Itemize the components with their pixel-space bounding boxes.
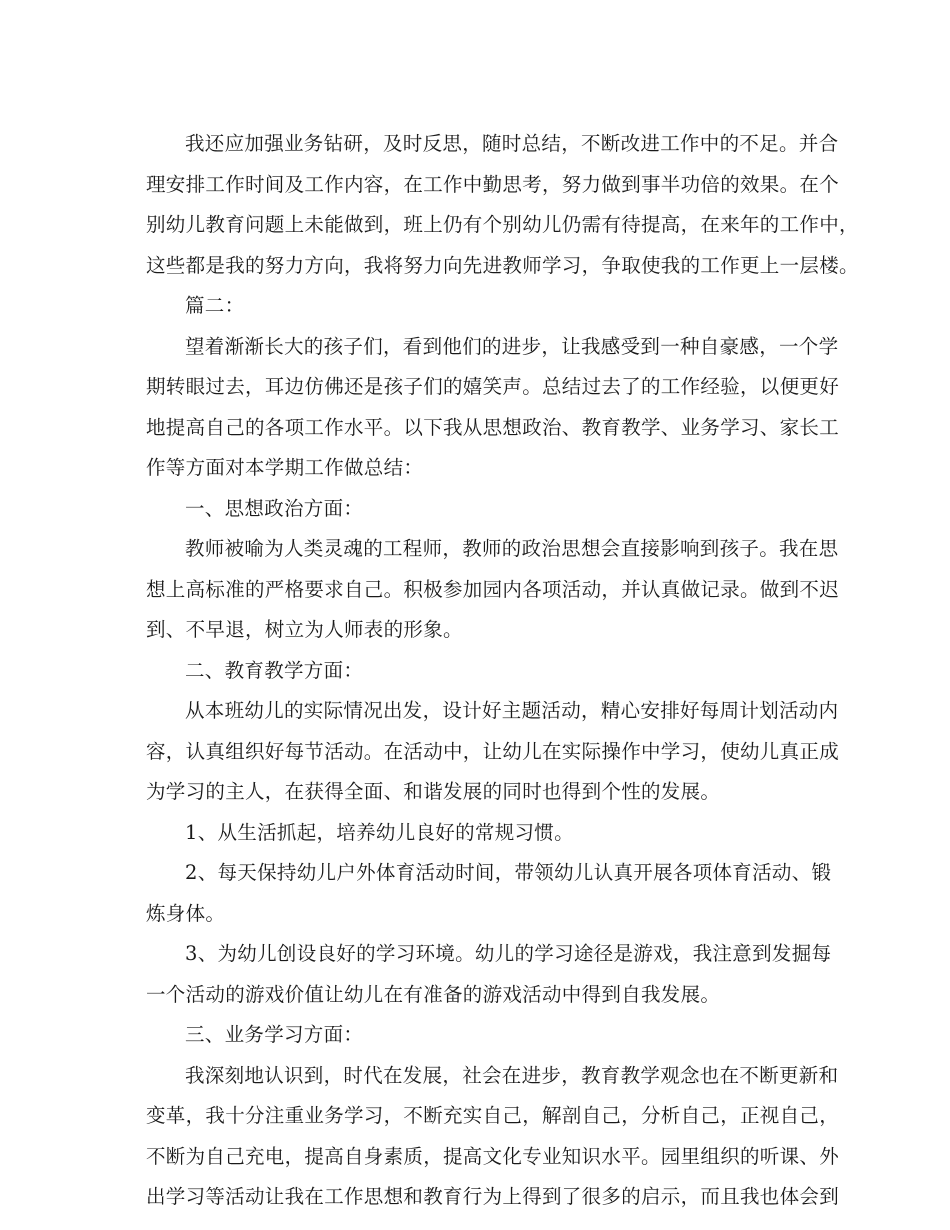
text-line: 别幼儿教育问题上未能做到，班上仍有个别幼儿仍需有待提高，在来年的工作中，: [146, 213, 859, 236]
text-line: 理安排工作时间及工作内容，在工作中勤思考，努力做到事半功倍的效果。在个: [146, 172, 840, 196]
text-line: 容，认真组织好每节活动。在活动中，让幼儿在实际操作中学习，使幼儿真正成: [146, 739, 840, 763]
text-line: 炼身体。: [146, 901, 226, 925]
text-line: 地提高自己的各项工作水平。以下我从思想政治、教育教学、业务学习、家长工: [146, 415, 840, 439]
text-line: 三、业务学习方面：: [185, 1023, 364, 1046]
text-line: 3、为幼儿创设良好的学习环境。幼儿的学习途径是游戏，我注意到发掘每: [185, 942, 832, 965]
text-line: 不断为自己充电，提高自身素质，提高文化专业知识水平。园里组织的听课、外: [146, 1144, 840, 1168]
text-line: 一个活动的游戏价值让幼儿在有准备的游戏活动中得到自我发展。: [146, 982, 721, 1006]
text-line: 望着渐渐长大的孩子们，看到他们的进步，让我感受到一种自豪感，一个学: [185, 334, 839, 358]
text-line: 2、每天保持幼儿户外体育活动时间，带领幼儿认真开展各项体育活动、锻: [185, 861, 832, 884]
text-line: 变革，我十分注重业务学习，不断充实自己，解剖自己，分析自己，正视自己，: [146, 1104, 840, 1127]
document-body: [146, 124, 859, 1218]
text-line: 这些都是我的努力方向，我将努力向先进教师学习，争取使我的工作更上一层楼。: [146, 253, 859, 277]
text-line: 教师被喻为人类灵魂的工程师，教师的政治思想会直接影响到孩子。我在思: [185, 537, 839, 560]
text-line: 想上高标准的严格要求自己。积极参加园内各项活动，并认真做记录。做到不迟: [146, 577, 840, 601]
text-line: 1、从生活抓起，培养幼儿良好的常规习惯。: [185, 820, 574, 844]
text-line: 二、教育教学方面：: [185, 658, 364, 682]
text-line: 一、思想政治方面：: [185, 496, 364, 520]
text-line: 出学习等活动让我在工作思想和教育行为上得到了很多的启示，而且我也体会到: [146, 1185, 840, 1208]
text-line: 到、不早退，树立为人师表的形象。: [146, 618, 463, 641]
text-line: 我还应加强业务钻研，及时反思，随时总结，不断改进工作中的不足。并合: [185, 132, 839, 155]
text-line: 从本班幼儿的实际情况出发，设计好主题活动，精心安排好每周计划活动内: [185, 699, 839, 722]
text-line: 我深刻地认识到，时代在发展，社会在进步，教育教学观念也在不断更新和: [185, 1063, 839, 1087]
text-line: 期转眼过去，耳边仿佛还是孩子们的嬉笑声。总结过去了的工作经验，以便更好: [146, 375, 840, 398]
text-line: 作等方面对本学期工作做总结：: [146, 456, 424, 479]
text-line: 篇二：: [185, 294, 245, 317]
text-line: 为学习的主人，在获得全面、和谐发展的同时也得到个性的发展。: [146, 780, 721, 803]
